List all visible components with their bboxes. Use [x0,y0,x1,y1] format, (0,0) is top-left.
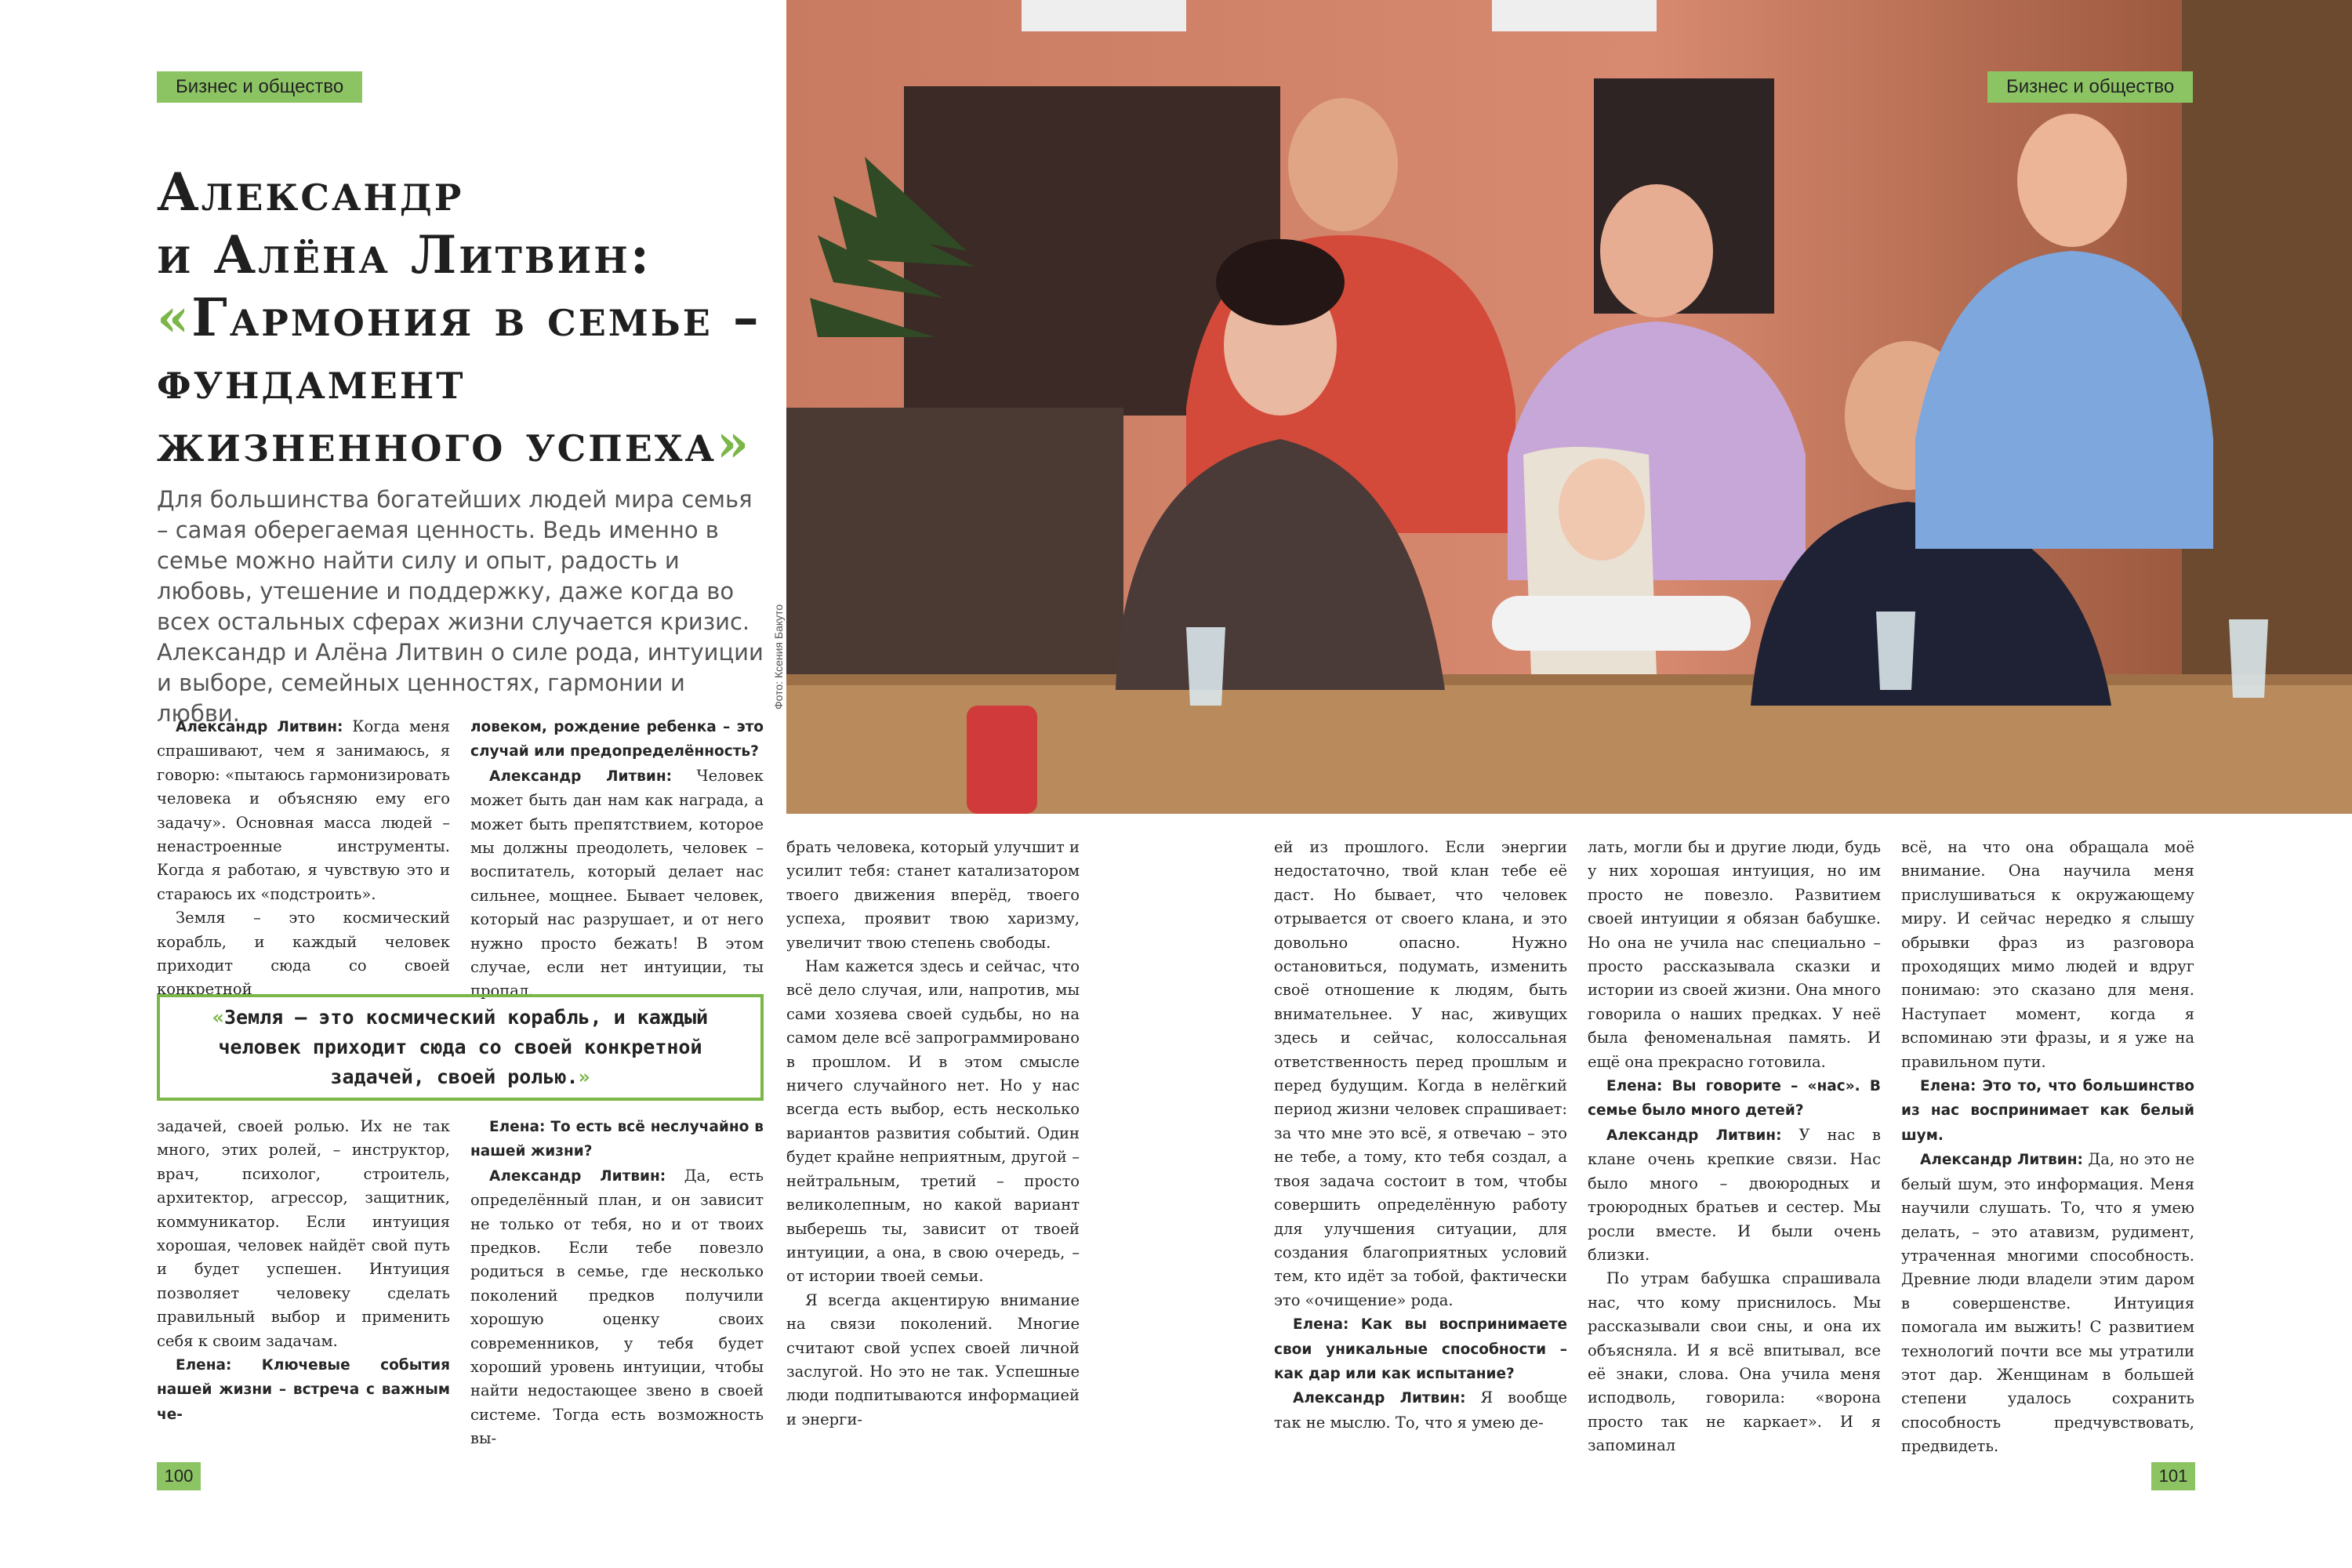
paragraph-text: Да, но это не белый шум, это информация. Меня научили слушать. То, что я умею делать, – это атавизм, рудимент, утраченная многими способность. Древние люди владели этим даром в совершенстве. Интуиция помогала им выжить! С развитием технологий почти все мы утратили этот дар. Женщинам в большей степени удалось сохранить способность предчувствовать, предвидеть. [1901,1150,2194,1456]
article-paragraph [157,715,450,906]
paragraph-text: Земля – это космический корабль, и каждый человек приходит сюда со своей конкретной [157,909,450,999]
lead-paragraph: Для большинства богатейших людей мира семья – самая оберегаемая ценность. Ведь именно в семье можно найти силу и опыт, радость и любовь, утешение и поддержку, даже когда во всех остальных сферах жизни случается кризис. Александр и Алёна Литвин о силе рода, интуиции и выборе, семейных ценностях, гармонии и любви. [157,486,764,727]
speaker-label: Елена: Ключевые события нашей жизни – встреча с важным че- [157,1357,450,1423]
section-badge-right: Бизнес и общество [1987,71,2193,103]
article-paragraph [157,906,450,1002]
page-number-left: 100 [157,1462,201,1490]
paragraph-text: У нас в клане очень крепкие связи. Нас было много – двоюродных и троюродных братьев и сестер. Мы росли вместе. И были очень близки. [1588,1125,1881,1264]
paragraph-text: брать человека, который улучшит и усилит тебя: станет катализатором твоего движения вперёд, твоего успеха, проявит твою харизму, увеличит твою степень свободы. [786,838,1080,952]
article-paragraph [786,955,1080,1289]
speaker-label: Александр Литвин: [1606,1127,1782,1144]
headline-line-3: Гармония в семье – [191,287,761,348]
speaker-label: Александр Литвин: [176,719,343,735]
article-paragraph [786,836,1080,955]
headline-quote-open: « [157,287,192,348]
paragraph-text: По утрам бабушка спрашивала нас, что кому приснилось. Мы рассказывали свои сны, и она их объясняла. И я всё впитывал, все её знаки, слова. Она учила меня исподволь, говорила: «ворона просто так не каркает». И я запоминал [1588,1269,1881,1455]
article-paragraph [786,1289,1080,1432]
article-paragraph [1274,836,1567,1312]
pull-quote-text: Земля – это космический корабль, и каждый человек приходит сюда со своей конкретной задачей, своей ролью. [218,1006,709,1088]
speaker-label: Елена: Как вы воспринимаете свои уникальные способности – как дар или как испытание? [1274,1316,1567,1382]
paragraph-text: Да, есть определённый план, и он зависит не только от тебя, но и от твоих предков. Если тебе повезло родиться в семье, где несколько поколений предков получили хорошую оценку своих современников, у тебя будет хороший уровень интуиции, чтобы найти недостающее звено в своей системе. Тогда есть возможность вы- [470,1166,764,1448]
paragraph-text: Я вообще так не мыслю. То, что я умею де- [1274,1388,1567,1432]
article-paragraph [470,715,764,764]
section-badge-left: Бизнес и общество [157,71,362,103]
paragraph-text: всё, на что она обращала моё внимание. Она научила меня прислушиваться к окружающему миру. И сейчас нередко я слышу обрывки фраз из разговора проходящих мимо людей и вдруг понимаю: это сказано для меня. Наступает момент, когда я вспоминаю эти фразы, и я уже на правильном пути. [1901,838,2194,1071]
paragraph-text: ей из прошлого. Если энергии недостаточно, твой клан тебе её даст. Но бывает, что человек отрывается от своего клана, и это довольно опасно. Нужно остановиться, подумать, изменить своё отношение к людям, быть внимательнее. У нас, живущих здесь и сейчас, колоссальная ответственность перед прошлым и перед будущим. Когда в нелёгкий период жизни человек спрашивает: за что мне это всё, я отвечаю – это не тебе, а тому, кто тебя создал, а твоя задача состоит в том, чтобы совершить определённую работу для улучшения ситуации, для создания благоприятных условий тем, кто идёт за тобой, фактически это «очищение» рода. [1274,838,1567,1309]
speaker-label: Александр Литвин: [1293,1390,1466,1407]
article-paragraph [470,1164,764,1451]
headline [157,161,784,474]
column-1-bottom [157,1115,450,1427]
photo-credit: Фото: Ксения Бакуто [772,604,785,710]
pull-quote [157,994,764,1101]
paragraph-text: лать, могли бы и другие люди, будь у них хорошая интуиция, но им просто не повезло. Развитием своей интуиции я обязан бабушке. Но она не учила нас специально – просто рассказывала сказки и истории из своей жизни. Она много говорила о наших предках. У неё была феноменальная память. И ещё она прекрасно готовила. [1588,838,1881,1071]
article-paragraph [470,1115,764,1164]
pull-quote-close: » [578,1065,590,1088]
paragraph-text: Когда меня спрашивают, чем я занимаюсь, я говорю: «пытаюсь гармонизировать человека и объясняю ему его задачу». Основная масса людей – ненастроенные инструменты. Когда я работаю, я чувствую это и стараюсь их «подстроить». [157,717,450,903]
article-paragraph [1901,836,2194,1074]
headline-quote-close: » [716,412,752,474]
speaker-label: Елена: Это то, что большинство из нас воспринимает как белый шум. [1901,1078,2194,1144]
speaker-label: Александр Литвин: [489,768,673,785]
paragraph-text: задачей, своей ролью. Их не так много, этих ролей, – инструктор, врач, психолог, строитель, архитектор, агрессор, защитник, коммуникатор. Если интуиция хорошая, человек найдёт свой путь и будет успешен. Интуиция позволяет человеку сделать правильный выбор и применить себя к своим задачам. [157,1117,450,1350]
article-paragraph [157,1353,450,1427]
page-number-right: 101 [2151,1462,2195,1490]
speaker-label: Александр Литвин: [489,1167,666,1185]
column-5 [1588,836,1881,1458]
article-paragraph [1901,1148,2194,1458]
article-paragraph [1588,836,1881,1074]
article-paragraph [1588,1074,1881,1123]
headline-line-5: жизненного успеха [157,412,717,474]
family-photo [786,0,2352,814]
column-2-top [470,715,764,1004]
pull-quote-open: « [212,1006,224,1029]
question-text: ловеком, рождение ребенка – это случай или предопределённость? [470,719,764,760]
paragraph-text: Я всегда акцентирую внимание на связи поколений. Многие считают свой успех своей личной заслугой. Но это не так. Успешные люди подпитываются информацией и энерги- [786,1290,1080,1428]
column-1-top [157,715,450,1002]
paragraph-text: Нам кажется здесь и сейчас, что всё дело случая, или, напротив, мы сами хозяева своей судьбы, но на самом деле всё запрограммировано в прошлом. И в этом смысле ничего случайного нет. Но у нас всегда есть выбор, есть несколько вариантов развития событий. Один будет крайне неприятным, другой – нейтральным, третий – просто великолепным, но какой вариант выберешь ты, зависит от твоей интуиции, а она, в свою очередь, – от истории твоей семьи. [786,957,1080,1286]
article-paragraph [157,1115,450,1353]
column-3 [786,836,1080,1432]
speaker-label: Елена: То есть всё неслучайно в нашей жизни? [470,1119,764,1160]
article-paragraph [1274,1312,1567,1386]
article-paragraph [470,764,764,1004]
speaker-label: Елена: Вы говорите – «нас». В семье было много детей? [1588,1078,1881,1120]
headline-line-2: и Алёна Литвин: [157,224,652,285]
article-paragraph [1274,1386,1567,1435]
column-2-bottom [470,1115,764,1451]
column-4 [1274,836,1567,1435]
headline-line-1: Александр [157,162,464,223]
article-paragraph [1901,1074,2194,1148]
headline-line-4: фундамент [157,350,466,411]
article-paragraph [1588,1123,1881,1267]
column-6 [1901,836,2194,1459]
speaker-label: Александр Литвин: [1920,1152,2083,1169]
paragraph-text: Человек может быть дан нам как награда, а может быть препятствием, которое мы должны преодолеть, человек – воспитатель, который делает нас сильнее, мощнее. Бывает человек, который нас разрушает, и от него нужно просто бежать! В этом случае, если нет интуиции, ты пропал. [470,766,764,1000]
article-paragraph [1588,1267,1881,1457]
